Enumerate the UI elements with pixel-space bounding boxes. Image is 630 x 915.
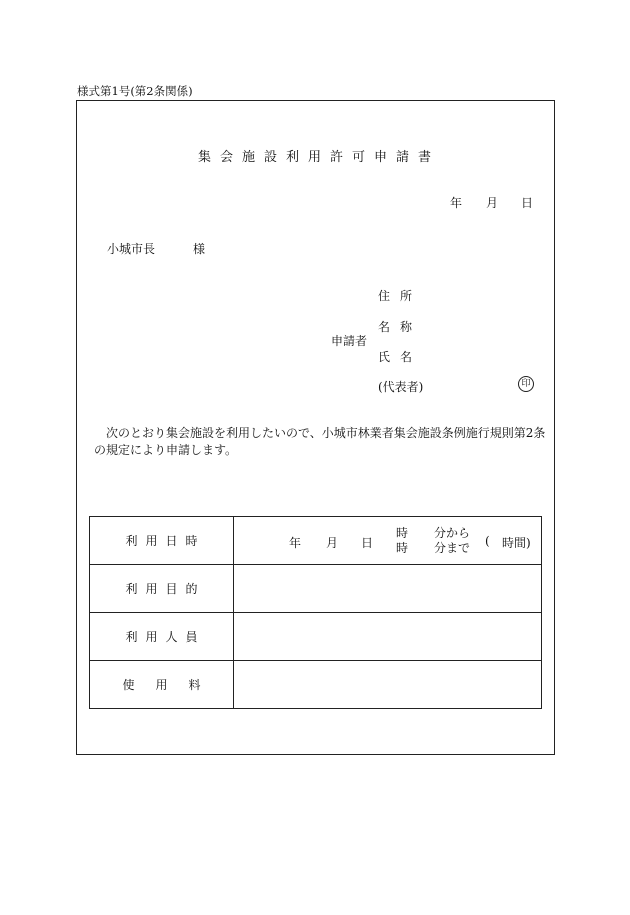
dt-min-to: 分まで <box>434 541 471 555</box>
usage-datetime-cell[interactable] <box>234 517 542 565</box>
usage-table <box>89 516 542 709</box>
row-label-usage-datetime: 利用日時 <box>90 517 234 565</box>
dt-hour-to: 時 <box>396 541 409 555</box>
table-row <box>90 565 542 613</box>
date-day-label: 日 <box>521 196 534 210</box>
dt-month: 月 <box>326 536 339 550</box>
row-label-usage-purpose: 利用目的 <box>90 565 234 613</box>
dt-year: 年 <box>289 536 302 550</box>
representative-label: (代表者) <box>378 380 424 394</box>
document-title: 集会施設利用許可申請書 <box>197 150 440 165</box>
usage-fee-cell[interactable] <box>234 661 542 709</box>
date-year-label: 年 <box>450 196 463 210</box>
addressee-name: 小城市長 <box>107 242 156 256</box>
dt-day: 日 <box>361 536 374 550</box>
row-label-usage-fee: 使用料 <box>90 661 234 709</box>
applicant-label: 申請者 <box>331 334 368 348</box>
dt-hour-from: 時 <box>396 526 409 540</box>
table-row <box>90 613 542 661</box>
applicant-address-label: 住 所 <box>378 289 413 303</box>
dt-hours: 時間) <box>502 536 531 550</box>
body-line-2: の規定により申請します。 <box>94 443 238 457</box>
dt-min-from: 分から <box>434 526 471 540</box>
table-row <box>90 517 542 565</box>
dt-open-paren: ( <box>485 534 490 548</box>
form-reference: 様式第1号(第2条関係) <box>77 84 193 98</box>
body-line-1: 次のとおり集会施設を利用したいので、小城市林業者集会施設条例施行規則第2条 <box>106 426 546 440</box>
usage-purpose-cell[interactable] <box>234 565 542 613</box>
body-text <box>94 425 556 459</box>
table-row <box>90 661 542 709</box>
row-label-usage-persons: 利用人員 <box>90 613 234 661</box>
applicant-name-label: 氏 名 <box>378 350 413 364</box>
usage-persons-cell[interactable] <box>234 613 542 661</box>
applicant-organization-label: 名 称 <box>378 320 413 334</box>
seal-mark: 印 <box>518 376 534 392</box>
addressee <box>107 240 205 257</box>
date-month-label: 月 <box>486 196 499 210</box>
addressee-honorific: 様 <box>193 242 206 256</box>
